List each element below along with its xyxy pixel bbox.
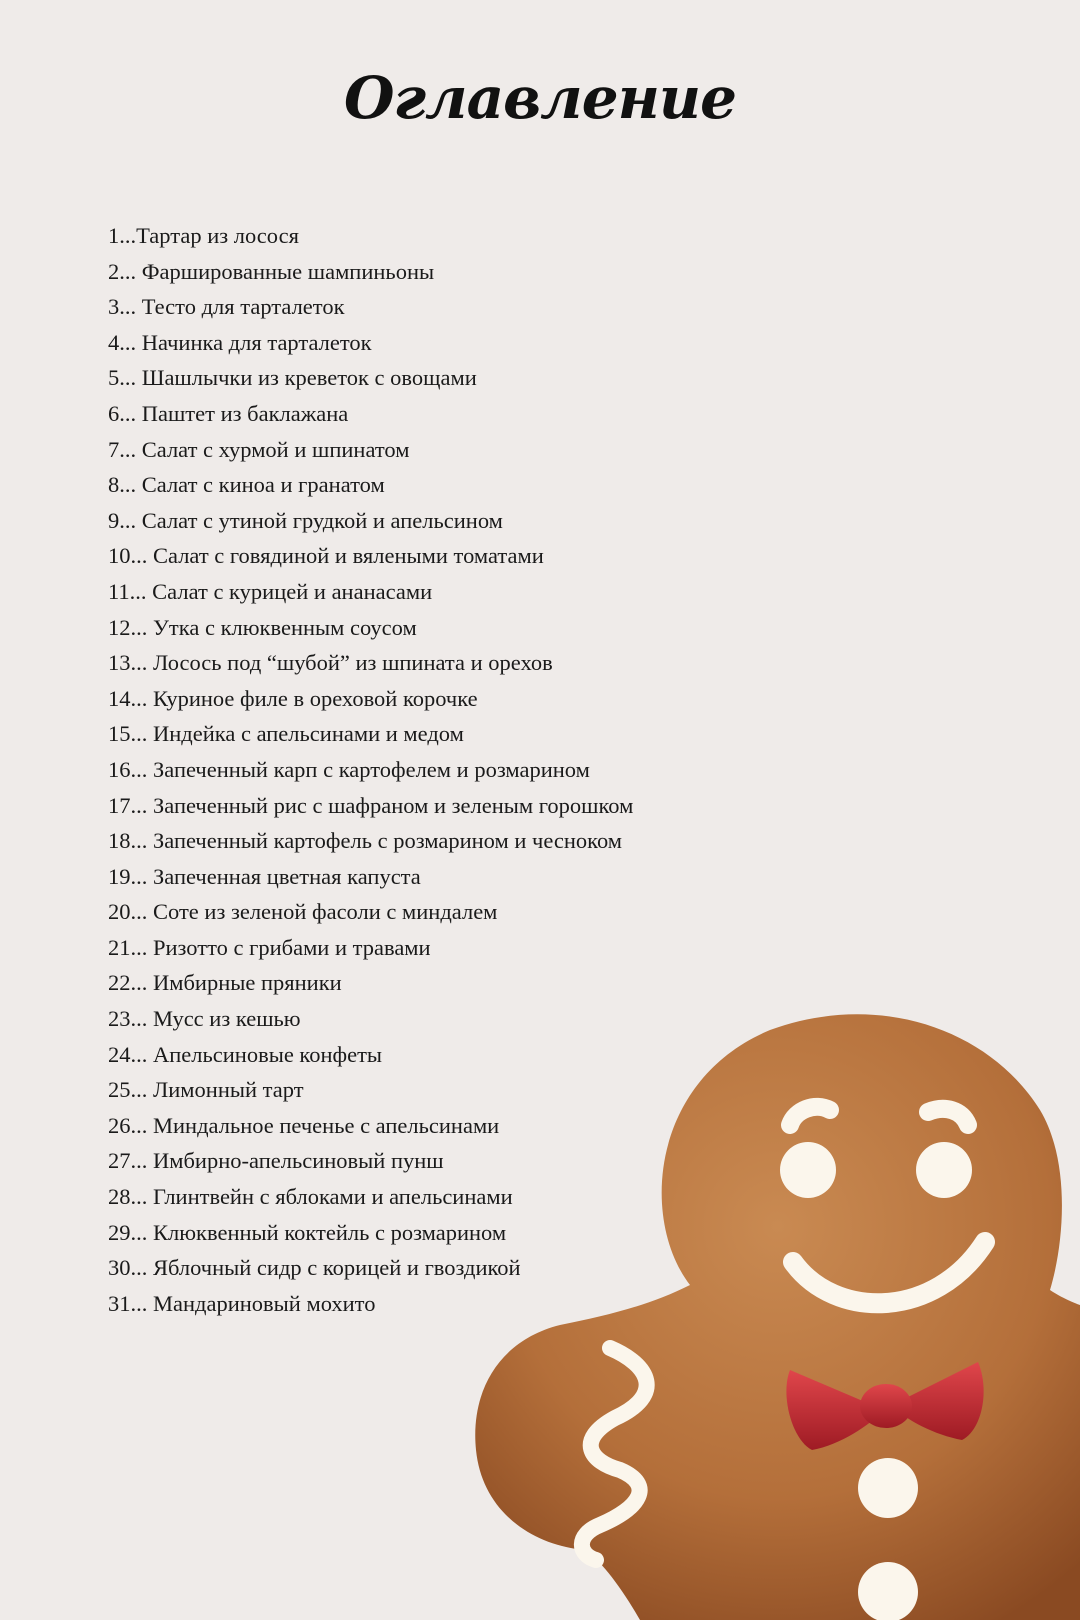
toc-item: 28... Глинтвейн с яблоками и апельсинами [108,1184,513,1210]
toc-item: 14... Куриное филе в ореховой корочке [108,685,478,711]
upper-button [858,1458,918,1518]
toc-item: 6... Паштет из баклажана [108,400,349,426]
toc-item: 26... Миндальное печенье с апельсинами [108,1112,500,1138]
toc-item: 16... Запеченный карп с картофелем и розмарином [108,756,590,782]
toc-item: 23... Мусс из кешью [108,1006,301,1032]
toc-item: 24... Апельсиновые конфеты [108,1041,383,1067]
toc-item: 13... Лосось под “шубой” из шпината и орехов [108,650,553,676]
toc-item: 30... Яблочный сидр с корицей и гвоздикой [108,1255,521,1281]
toc-item: 17... Запеченный рис с шафраном и зеленым горошком [108,792,634,818]
toc-item: 31... Мандариновый мохито [108,1290,376,1316]
lower-button [858,1562,918,1620]
toc-item: 3... Тесто для тарталеток [108,294,345,320]
toc-item: 11... Салат с курицей и ананасами [108,578,433,604]
toc-item: 20... Соте из зеленой фасоли с миндалем [108,899,498,925]
toc-item: 18... Запеченный картофель с розмарином и чесноком [108,828,623,854]
toc-item: 19... Запеченная цветная капуста [108,863,421,889]
toc-item: 4... Начинка для тарталеток [108,329,372,355]
toc-item: 1...Тартар из лосося [108,223,299,248]
toc-item: 15... Индейка с апельсинами и медом [108,721,464,747]
toc-item: 2... Фаршированные шампиньоны [108,258,435,284]
left-eye [780,1142,836,1198]
toc-item: 5... Шашлычки из креветок с овощами [108,365,477,391]
right-eye [916,1142,972,1198]
page-title: Оглавление [344,64,736,132]
toc-item: 8... Салат с киноа и гранатом [108,472,385,498]
toc-item: 10... Салат с говядиной и вялеными томатами [108,543,544,569]
toc-item: 9... Салат с утиной грудкой и апельсином [108,507,503,533]
toc-item: 29... Клюквенный коктейль с розмарином [108,1219,507,1245]
cookie-body [475,1014,1080,1620]
toc-item: 22... Имбирные пряники [108,970,342,996]
toc-item: 21... Ризотто с грибами и травами [108,934,431,960]
toc-item: 27... Имбирно-апельсиновый пунш [108,1148,444,1174]
gingerbread-man-image [460,1010,1080,1620]
toc-item: 25... Лимонный тарт [108,1077,304,1103]
toc-item: 12... Утка с клюквенным соусом [108,614,417,640]
toc-item: 7... Салат с хурмой и шпинатом [108,436,410,462]
